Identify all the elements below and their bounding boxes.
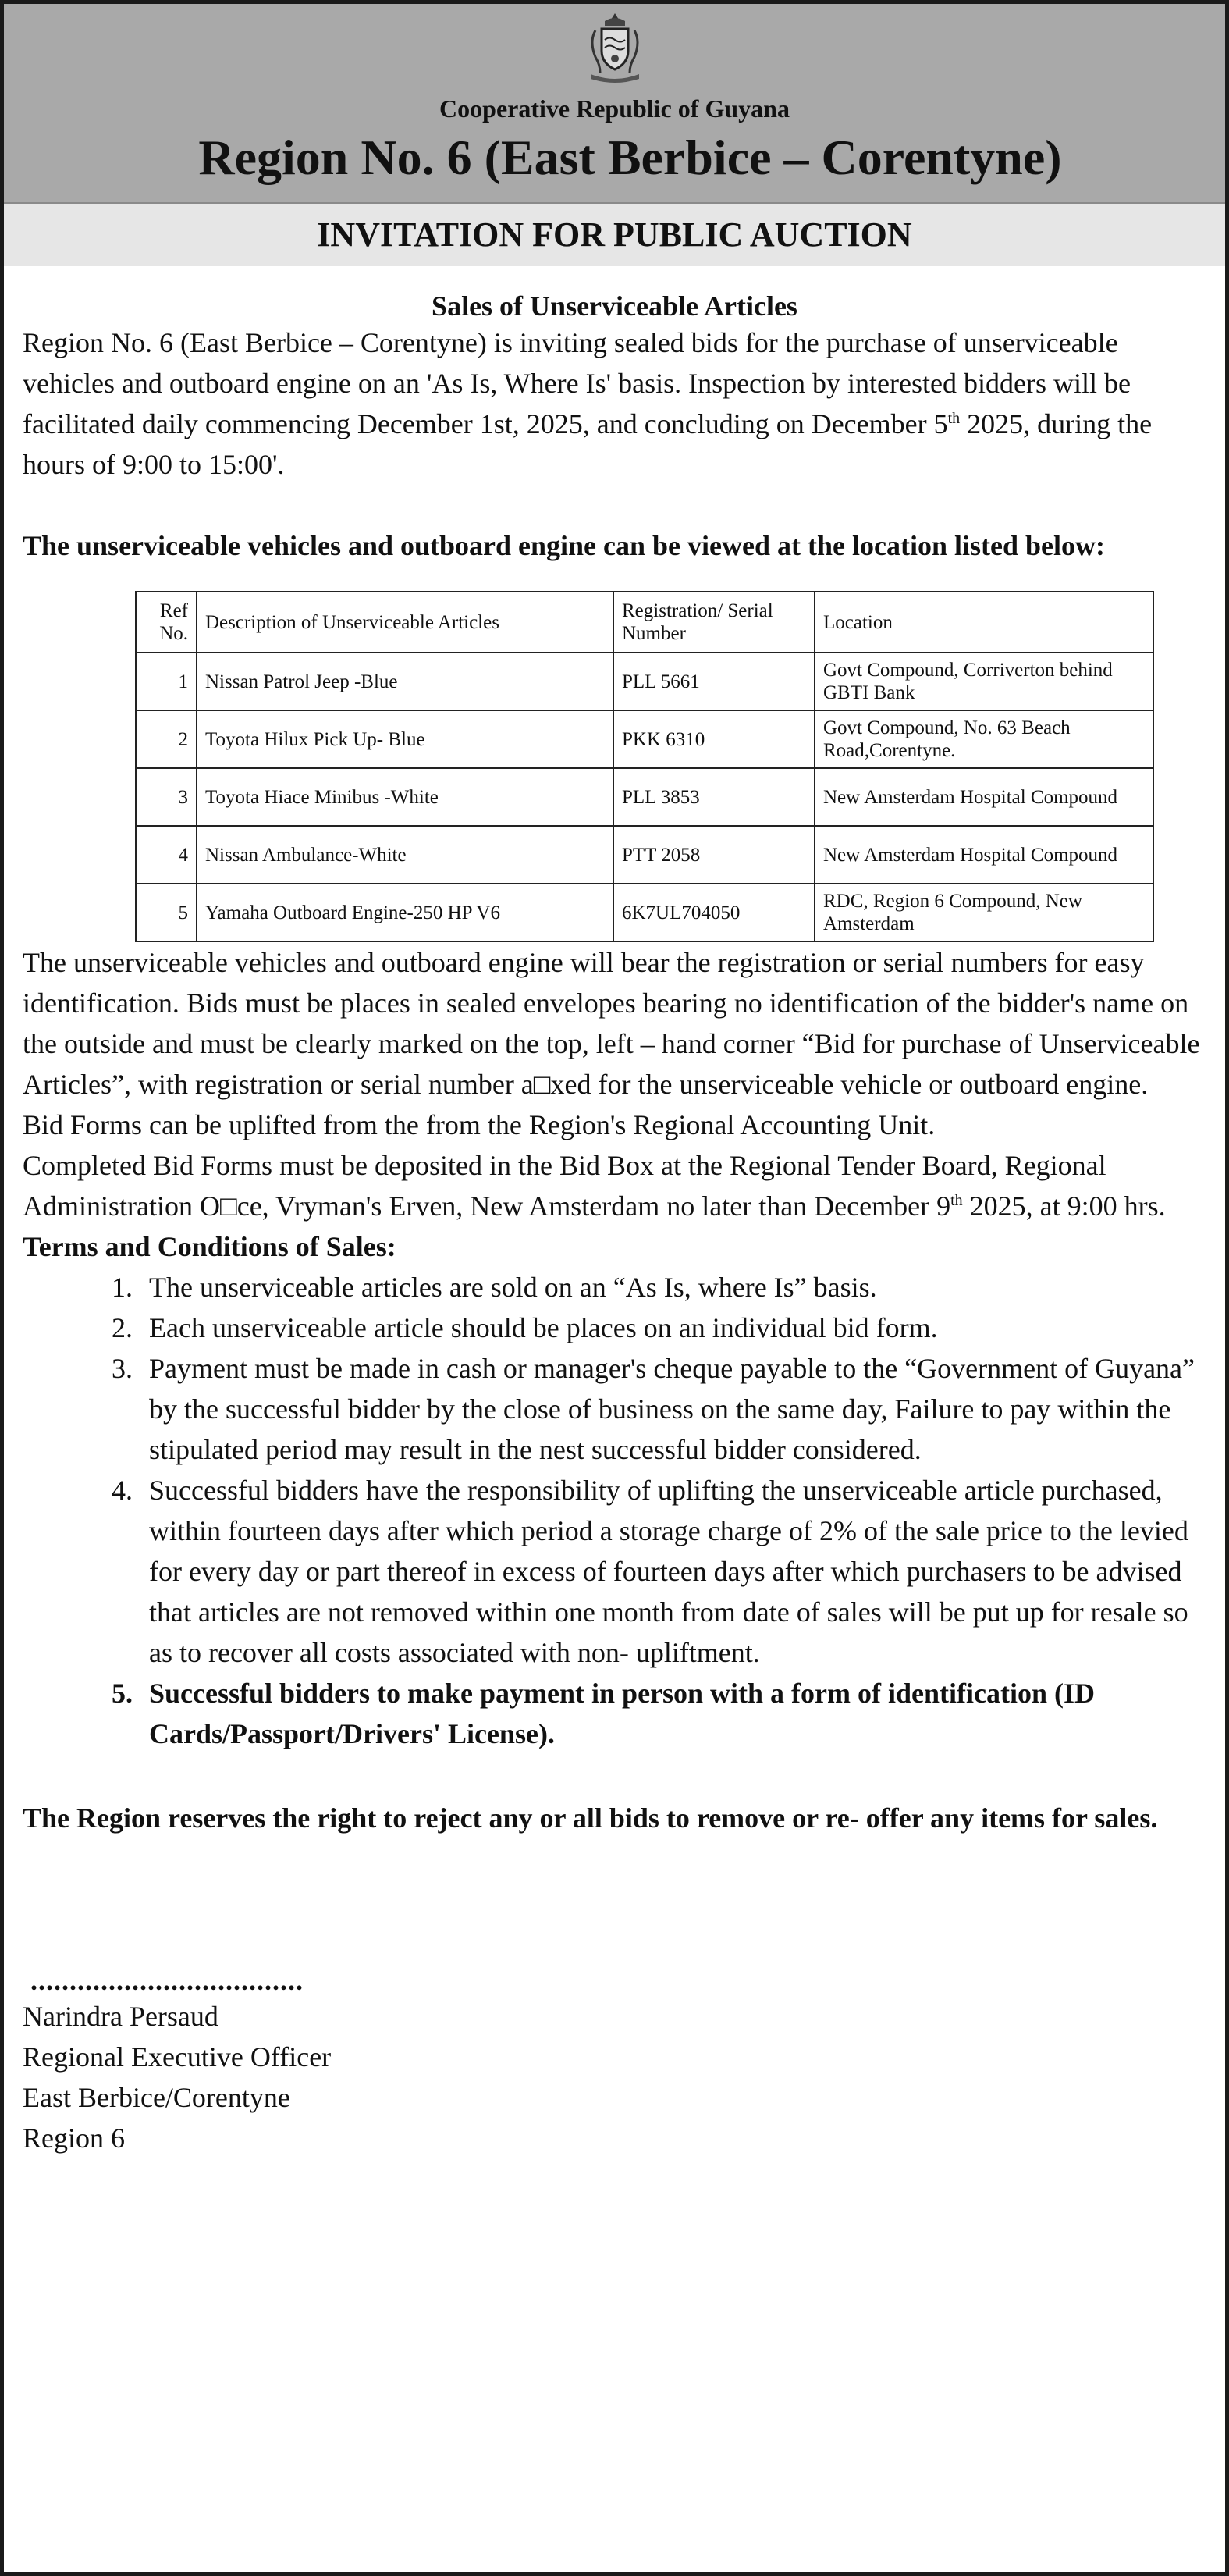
list-item: 1. The unserviceable articles are sold on an “As Is, where Is” basis. [140,1267,1206,1308]
bid-forms-paragraph: Bid Forms can be uplifted from the from the Region's Regional Accounting Unit. [23,1109,936,1140]
signatory-area: East Berbice/Corentyne [23,2082,290,2113]
list-item: 2. Each unserviceable article should be places on an individual bid form. [140,1308,1206,1348]
location-note: The unserviceable vehicles and outboard engine can be viewed at the location listed below: [23,530,1105,561]
header-registration: Registration/ Serial Number [613,592,815,653]
intro-text-1: Region No. 6 (East Berbice – Corentyne) is inviting sealed bids for the purchase of unserviceable vehicles and outboard engine on an 'As Is, Where Is' basis. Inspection by interested bidders will be facilitated daily commencing December 1st, 2025, and concluding on December 5 [23,327,1131,439]
deposit-superscript: th [950,1192,963,1209]
cell-registration: PLL 3853 [613,768,815,826]
table-row [136,653,1153,710]
header-description: Description of Unserviceable Articles [197,592,613,653]
deposit-paragraph [23,1145,1206,1226]
list-item: 5. Successful bidders to make payment in person with a form of identification (ID Cards/Passport/Drivers' License). [140,1673,1206,1754]
cell-description: Yamaha Outboard Engine-250 HP V6 [197,884,613,941]
signature-block [23,1965,1206,2158]
header-location: Location [815,592,1153,653]
signatory-region: Region 6 [23,2122,125,2154]
notice-header [4,4,1225,204]
cell-registration: PTT 2058 [613,826,815,884]
signatory-name: Narindra Persaud [23,2001,218,2032]
terms-heading: Terms and Conditions of Sales: [23,1231,396,1262]
table-row [136,768,1153,826]
region-title: Region No. 6 (East Berbice – Corentyne) [198,130,1062,185]
coat-of-arms-icon [581,9,648,84]
list-item: 4. Successful bidders have the responsibility of uplifting the unserviceable article purchased, within fourteen days after which period a storage charge of 2% of the sale price to the levied for every day or part thereof in excess of fourteen days after which purchasers to be advised that articles are not removed within one month from date of sales will be put up for resale so as to recover all costs associated with non- upliftment. [140,1470,1206,1673]
identification-paragraph: The unserviceable vehicles and outboard engine will bear the registration or serial numbers for easy identification. Bids must be places in sealed envelopes bearing no identification of the bidder's name on the outside and must be clearly marked on the top, left – hand corner “Bid for purchase of Unserviceable Articles”, with registration or serial number a□xed for the unserviceable vehicle or outboard engine. [23,947,1200,1100]
notice-body [4,290,1225,2158]
cell-ref: 2 [136,710,197,768]
table-row [136,884,1153,941]
cell-location: New Amsterdam Hospital Compound [815,768,1153,826]
cell-description: Nissan Patrol Jeep -Blue [197,653,613,710]
cell-registration: 6K7UL704050 [613,884,815,941]
notice-title: INVITATION FOR PUBLIC AUCTION [4,204,1225,266]
signature-line: ................................... [30,1965,304,1996]
cell-registration: PLL 5661 [613,653,815,710]
cell-ref: 5 [136,884,197,941]
intro-paragraph [23,322,1206,485]
header-ref: Ref No. [136,592,197,653]
deposit-text-1: Completed Bid Forms must be deposited in the Bid Box at the Regional Tender Board, Regional Administration O□ce, Vryman's Erven, New Amsterdam no later than December 9 [23,1150,1106,1222]
cell-location: RDC, Region 6 Compound, New Amsterdam [815,884,1153,941]
cell-description: Nissan Ambulance-White [197,826,613,884]
republic-name: Cooperative Republic of Guyana [439,94,790,123]
table-row [136,710,1153,768]
cell-description: Toyota Hiace Minibus -White [197,768,613,826]
cell-description: Toyota Hilux Pick Up- Blue [197,710,613,768]
cell-location: Govt Compound, No. 63 Beach Road,Corentyne. [815,710,1153,768]
sub-heading: Sales of Unserviceable Articles [432,290,797,322]
terms-list [23,1267,1206,1754]
cell-registration: PKK 6310 [613,710,815,768]
intro-superscript: th [947,410,961,427]
cell-ref: 4 [136,826,197,884]
cell-location: New Amsterdam Hospital Compound [815,826,1153,884]
list-item: 3. Payment must be made in cash or manager's cheque payable to the “Government of Guyana” by the successful bidder by the close of business on the same day, Failure to pay within the stipulated period may result in the nest successful bidder considered. [140,1348,1206,1470]
cell-ref: 1 [136,653,197,710]
cell-location: Govt Compound, Corriverton behind GBTI Bank [815,653,1153,710]
articles-table [135,591,1154,942]
deposit-text-2: 2025, at 9:00 hrs. [962,1190,1166,1222]
table-header-row [136,592,1153,653]
signatory-title: Regional Executive Officer [23,2041,332,2073]
cell-ref: 3 [136,768,197,826]
table-row [136,826,1153,884]
intro-text-2: 2025, during the hours of 9:00 to 15:00'. [23,408,1153,480]
reservation-statement: The Region reserves the right to reject any or all bids to remove or re- offer any items for sales. [23,1802,1158,1834]
